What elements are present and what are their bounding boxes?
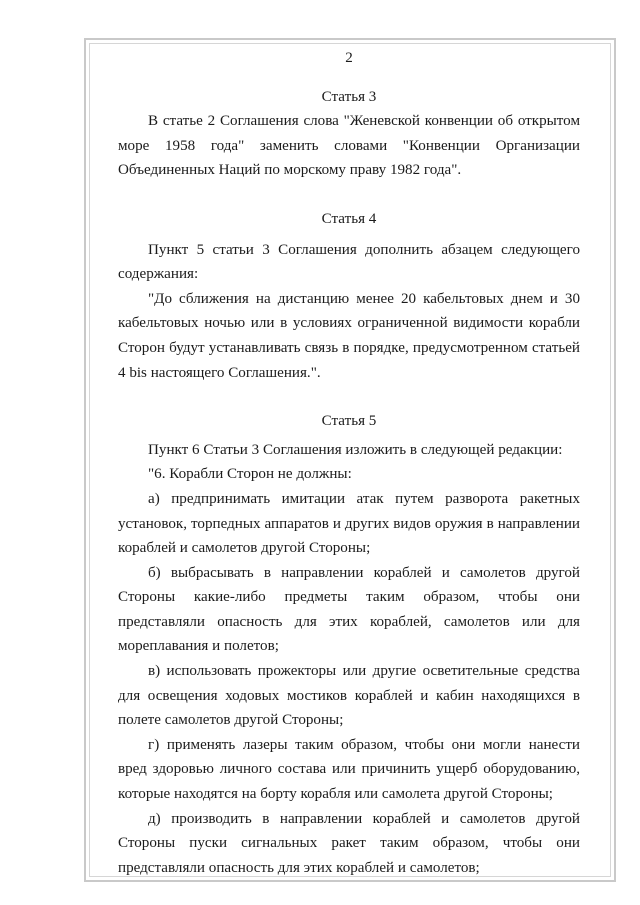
article-5-clause-6: "6. Корабли Сторон не должны: (148, 466, 352, 483)
article-4-heading: Статья 4 (321, 210, 377, 227)
article-4-quote: "До сближения на дистанцию менее 20 кабельтовых днем и 30 кабельтовых ночью или в условиях ограниченной видимости корабли Сторон будут устанавливать связь в порядке, предусмотренном статьей 4 bis настоящего Соглашения.". (118, 290, 580, 381)
article-5-item-v: в) использовать прожекторы или другие осветительные средства для освещения ходовых мостиков кораблей и кабин находящихся в полете самолетов другой Стороны; (118, 663, 580, 729)
article-5-item-a: а) предпринимать имитации атак путем разворота ракетных установок, торпедных аппаратов и других видов оружия в направлении кораблей и самолетов другой Стороны; (118, 490, 580, 557)
article-3-heading: Статья 3 (321, 88, 377, 105)
page-number: 2 (345, 50, 353, 66)
article-5-item-g: г) применять лазеры таким образом, чтобы они могли нанести вред здоровью личного состава или причинить ущерб оборудованию, которые находятся на борту корабля или самолета другой Стороны; (118, 736, 580, 803)
article-4-paragraph: Пункт 5 статьи 3 Соглашения дополнить абзацем следующего содержания: (118, 241, 580, 283)
document-page (118, 46, 580, 880)
article-5-heading: Статья 5 (321, 413, 377, 430)
article-5-intro: Пункт 6 Статьи 3 Соглашения изложить в следующей редакции: (148, 441, 563, 458)
article-3-paragraph: В статье 2 Соглашения слова "Женевской конвенции об открытом море 1958 года" заменить словами "Конвенции Организации Объединенных Наций по морскому праву 1982 года". (118, 113, 580, 179)
article-5-item-d: д) производить в направлении кораблей и самолетов другой Стороны пуски сигнальных ракет таким образом, чтобы они представляли опасность для этих кораблей и самолетов; (118, 810, 580, 876)
article-5-item-b: б) выбрасывать в направлении кораблей и самолетов другой Стороны какие-либо предметы таким образом, чтобы они представляли опасность для этих кораблей, самолетов или для мореплавания и полетов; (118, 564, 580, 655)
